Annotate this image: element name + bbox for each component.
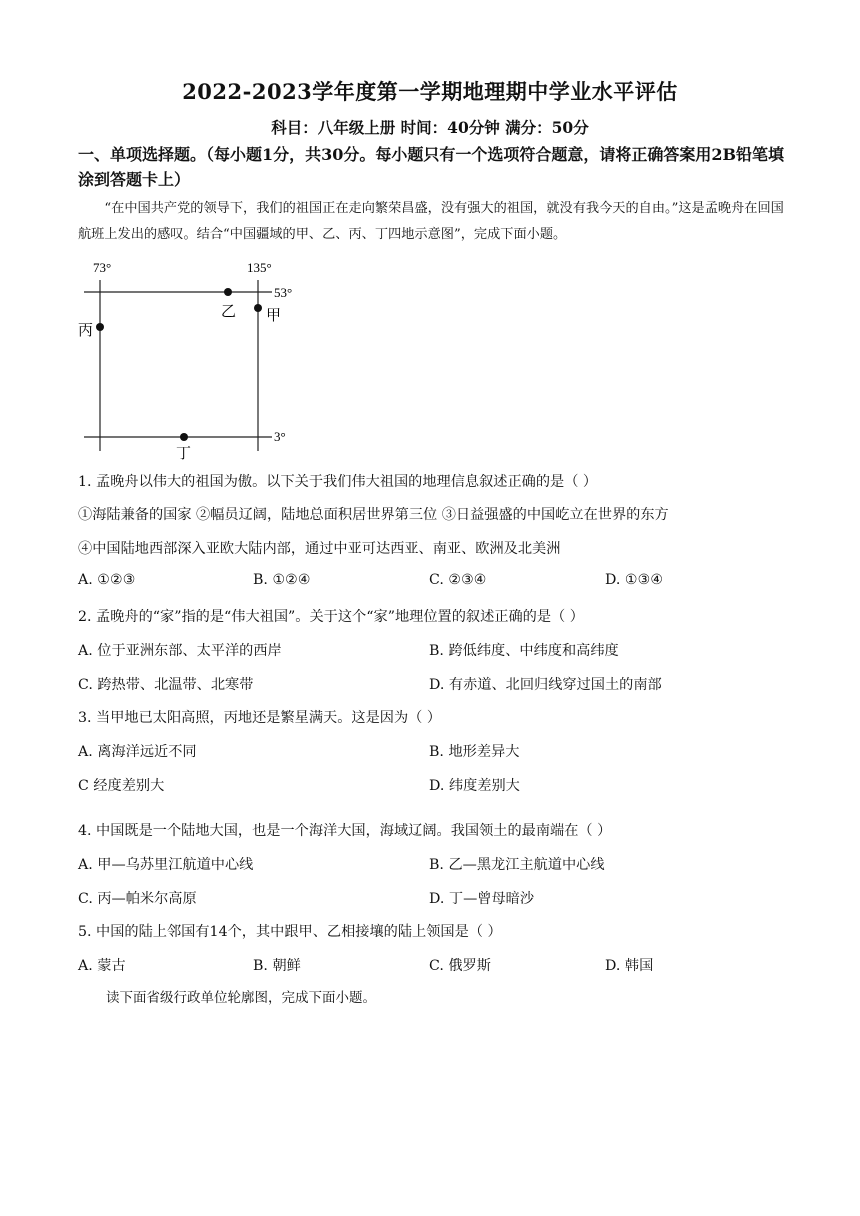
question-1-option-b[interactable]: B. ①②④ xyxy=(253,572,311,588)
question-5-option-c[interactable]: C. 俄罗斯 xyxy=(429,958,491,974)
point-bing-dot xyxy=(96,323,104,331)
exam-title: 2022-2023学年度第一学期地理期中学业水平评估 xyxy=(182,79,678,104)
question-3-option-b[interactable]: B. 地形差异大 xyxy=(429,744,520,760)
question-3-stem: 3. 当甲地已太阳高照，丙地还是繁星满天。这是因为（ ） xyxy=(78,710,442,726)
question-2-option-a[interactable]: A. 位于亚洲东部、太平洋的西岸 xyxy=(78,643,282,659)
question-2-option-b[interactable]: B. 跨低纬度、中纬度和高纬度 xyxy=(429,643,619,659)
china-extent-diagram xyxy=(76,258,316,463)
question-1-option-a[interactable]: A. ①②③ xyxy=(78,572,136,588)
question-1-statement-2: ④中国陆地西部深入亚欧大陆内部，通过中亚可达西亚、南亚、欧洲及北美洲 xyxy=(78,541,561,557)
point-yi-label: 乙 xyxy=(221,302,237,320)
question-4-option-d[interactable]: D. 丁—曾母暗沙 xyxy=(429,891,535,907)
question-1-option-c[interactable]: C. ②③④ xyxy=(429,572,487,588)
question-1-option-d[interactable]: D. ①③④ xyxy=(605,572,664,588)
section-heading: 一、单项选择题。（每小题1分，共30分。每小题只有一个选项符合题意，请将正确答案用2B铅笔填涂到答题卡上） xyxy=(78,145,785,189)
question-4-option-b[interactable]: B. 乙—黑龙江主航道中心线 xyxy=(429,857,605,873)
point-ding-dot xyxy=(180,433,188,441)
point-yi-dot xyxy=(224,288,232,296)
question-1-statement-1: ①海陆兼备的国家 ②幅员辽阔，陆地总面积居世界第三位 ③日益强盛的中国屹立在世界的东方 xyxy=(78,507,669,523)
question-5-option-a[interactable]: A. 蒙古 xyxy=(78,958,126,974)
point-bing-label: 丙 xyxy=(78,321,94,339)
question-3-option-a[interactable]: A. 离海洋远近不同 xyxy=(78,744,197,760)
question-2-stem: 2. 孟晚舟的“家”指的是“伟大祖国”。关于这个“家”地理位置的叙述正确的是（ ） xyxy=(78,609,584,625)
longitude-label-135: 135° xyxy=(247,260,272,275)
question-2-option-d[interactable]: D. 有赤道、北回归线穿过国土的南部 xyxy=(429,677,662,693)
point-jia-dot xyxy=(254,304,262,312)
point-ding-label: 丁 xyxy=(176,444,192,462)
longitude-label-73: 73° xyxy=(93,260,112,275)
exam-subtitle: 科目：八年级上册 时间：40分钟 满分：50分 xyxy=(271,118,589,137)
question-3-option-d[interactable]: D. 纬度差别大 xyxy=(429,778,520,794)
point-jia-label: 甲 xyxy=(266,306,282,324)
question-5-option-b[interactable]: B. 朝鲜 xyxy=(253,958,301,974)
question-5-option-d[interactable]: D. 韩国 xyxy=(605,958,654,974)
question-1-stem: 1. 孟晚舟以伟大的祖国为傲。以下关于我们伟大祖国的地理信息叙述正确的是（ ） xyxy=(78,474,598,490)
question-4-stem: 4. 中国既是一个陆地大国，也是一个海洋大国，海域辽阔。我国领土的最南端在（ ） xyxy=(78,823,612,839)
question-5-stem: 5. 中国的陆上邻国有14个，其中跟甲、乙相接壤的陆上领国是（ ） xyxy=(78,924,502,940)
latitude-label-3: 3° xyxy=(274,429,286,444)
question-4-option-a[interactable]: A. 甲—乌苏里江航道中心线 xyxy=(78,857,254,873)
question-3-option-c[interactable]: C 经度差别大 xyxy=(78,778,165,794)
next-section-lead: 读下面省级行政单位轮廓图，完成下面小题。 xyxy=(106,990,376,1006)
question-2-option-c[interactable]: C. 跨热带、北温带、北寒带 xyxy=(78,677,254,693)
intro-paragraph: “在中国共产党的领导下，我们的祖国正在走向繁荣昌盛，没有强大的祖国，就没有我今天的自由。”这是孟晚舟在回国航班上发出的感叹。结合“中国疆域的甲、乙、丙、丁四地示意图”，完成下面小题。 xyxy=(78,201,784,242)
question-4-option-c[interactable]: C. 丙—帕米尔高原 xyxy=(78,891,197,907)
latitude-label-53: 53° xyxy=(274,285,293,300)
